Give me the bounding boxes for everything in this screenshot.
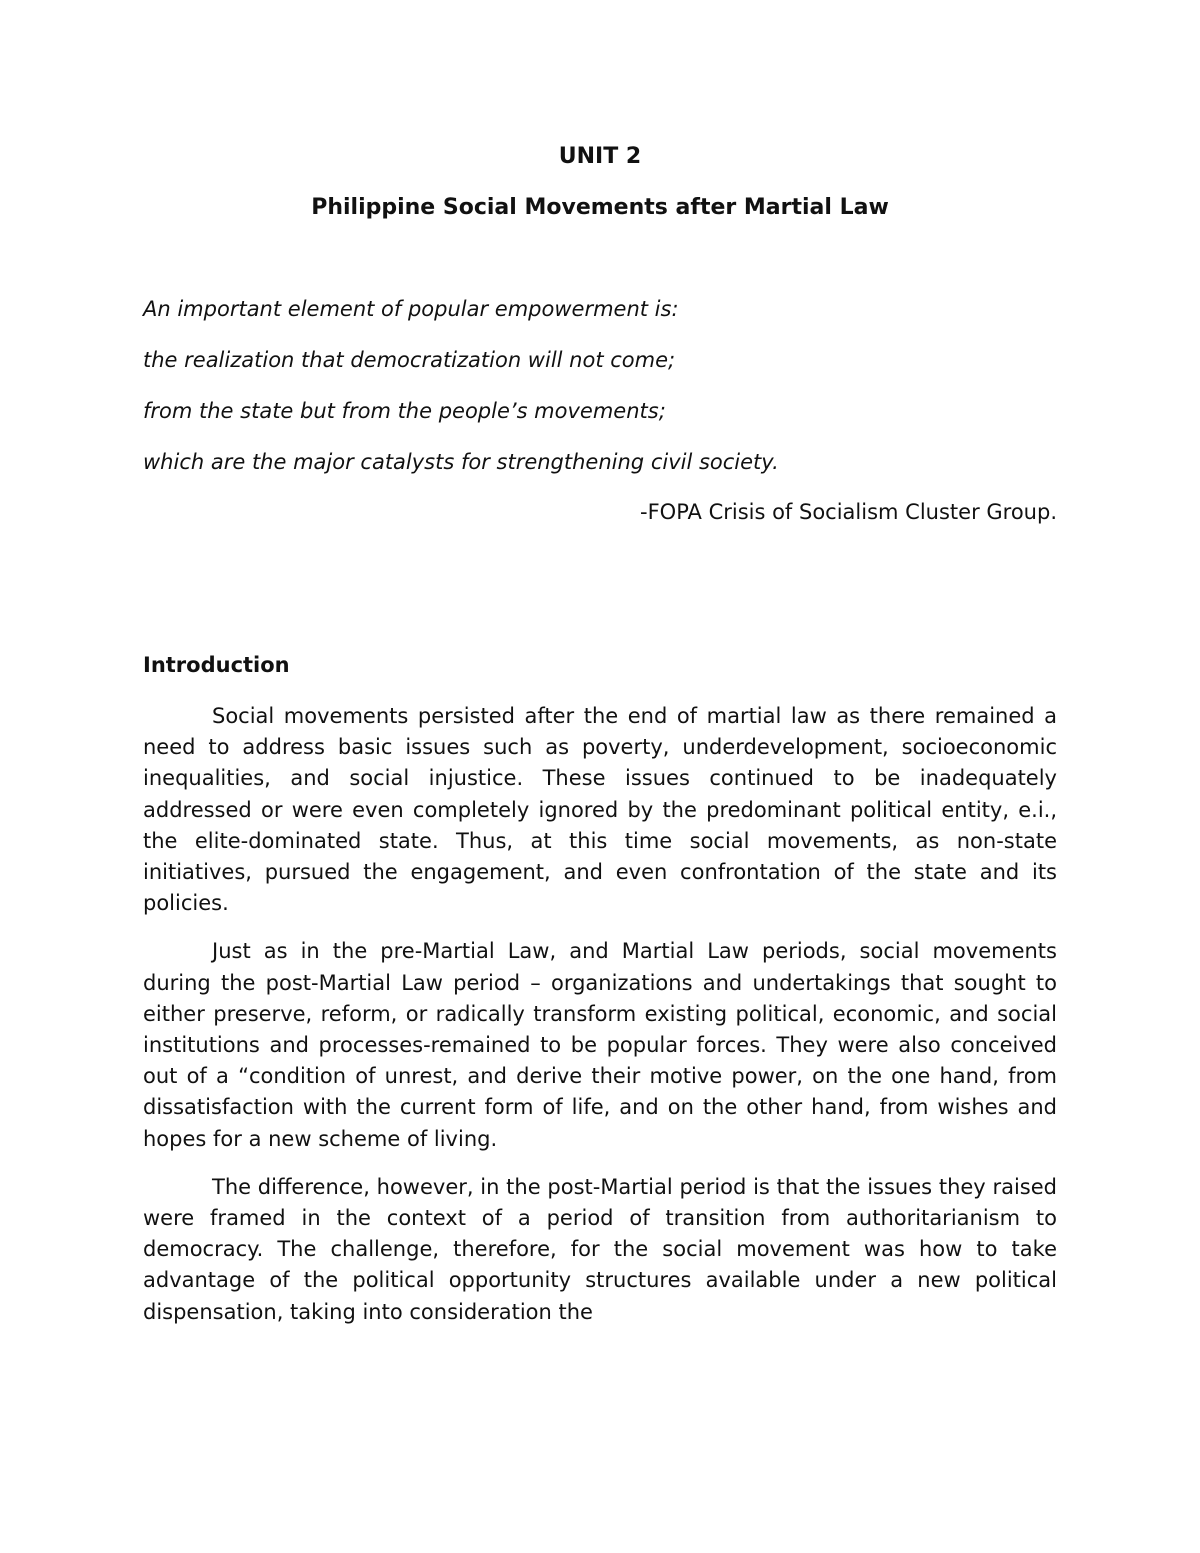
body-paragraph: Just as in the pre-Martial Law, and Martial Law periods, social movements during the post-Martial Law period – organizations and undertakings that sought to either preserve, reform, or radically transform existing political, economic, and social institutions and processes-remained to be popular forces. They were also conceived out of a “condition of unrest, and derive their motive power, on the one hand, from dissatisfaction with the current form of life, and on the other hand, from wishes and hopes for a new scheme of living.: [143, 939, 1057, 1151]
section-heading-introduction: Introduction: [143, 653, 290, 677]
epigraph-line: the realization that democratization will not come;: [143, 348, 676, 372]
epigraph-line: An important element of popular empowerment is:: [143, 297, 679, 321]
document-title: Philippine Social Movements after Martial Law: [311, 195, 889, 220]
epigraph-line: from the state but from the people’s movements;: [143, 399, 666, 423]
epigraph-line: which are the major catalysts for strengthening civil society.: [143, 450, 779, 474]
introduction-body: [143, 701, 1057, 1345]
unit-label: UNIT 2: [558, 144, 642, 169]
epigraph-attribution: -FOPA Crisis of Socialism Cluster Group.: [640, 500, 1057, 524]
body-paragraph: Social movements persisted after the end of martial law as there remained a need to address basic issues such as poverty, underdevelopment, socioeconomic inequalities, and social injustice. These issues continued to be inadequately addressed or were even completely ignored by the predominant political entity, e.i., the elite-dominated state. Thus, at this time social movements, as non-state initiatives, pursued the engagement, and even confrontation of the state and its policies.: [143, 704, 1057, 916]
epigraph-quote: [143, 295, 1057, 499]
body-paragraph: The difference, however, in the post-Martial period is that the issues they raised were framed in the context of a period of transition from authoritarianism to democracy. The challenge, therefore, for the social movement was how to take advantage of the political opportunity structures available under a new political dispensation, taking into consideration the: [143, 1174, 1057, 1324]
